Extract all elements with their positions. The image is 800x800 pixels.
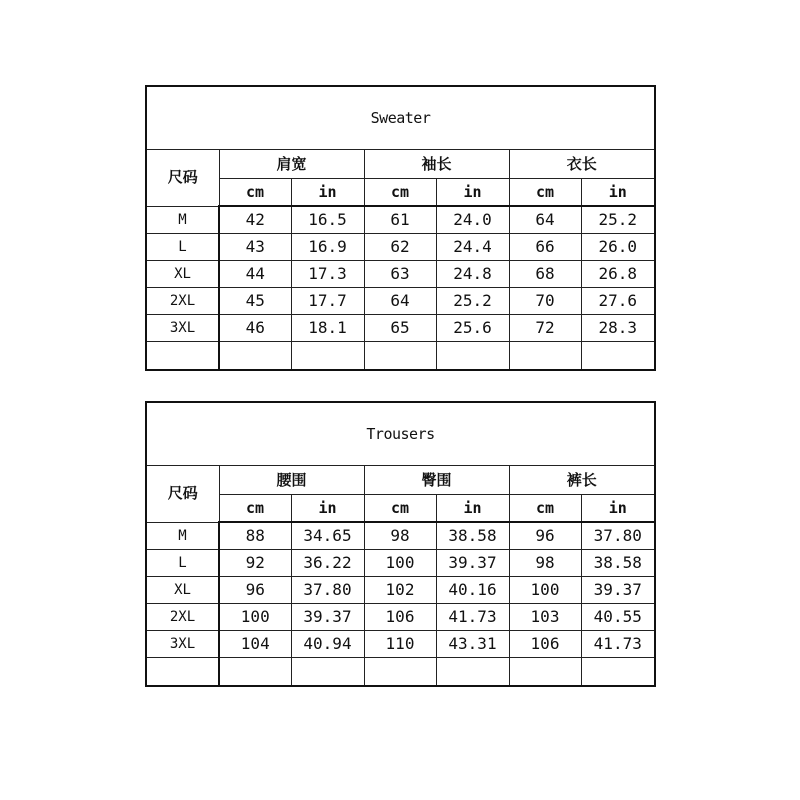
unit-header: in	[291, 179, 364, 207]
measurement-cell: 37.80	[291, 577, 364, 604]
unit-header: cm	[509, 179, 581, 207]
table-row	[146, 550, 655, 577]
measurement-cell: 61	[364, 206, 436, 234]
table-row	[146, 234, 655, 261]
empty-cell	[581, 658, 655, 687]
measurement-cell: 65	[364, 315, 436, 342]
unit-header: cm	[219, 495, 291, 523]
empty-cell	[219, 658, 291, 687]
group-header-waist: 腰围	[219, 466, 364, 495]
measurement-cell: 43.31	[436, 631, 509, 658]
measurement-cell: 98	[509, 550, 581, 577]
measurement-cell: 17.7	[291, 288, 364, 315]
measurement-cell: 103	[509, 604, 581, 631]
table-row	[146, 522, 655, 550]
measurement-cell: 96	[509, 522, 581, 550]
measurement-cell: 40.94	[291, 631, 364, 658]
empty-cell	[436, 342, 509, 371]
measurement-cell: 26.8	[581, 261, 655, 288]
measurement-cell: 36.22	[291, 550, 364, 577]
group-header-length: 衣长	[509, 150, 655, 179]
table-row	[146, 315, 655, 342]
measurement-cell: 72	[509, 315, 581, 342]
empty-cell	[581, 342, 655, 371]
measurement-cell: 17.3	[291, 261, 364, 288]
unit-header: cm	[509, 495, 581, 523]
measurement-cell: 110	[364, 631, 436, 658]
table-row	[146, 631, 655, 658]
measurement-cell: 26.0	[581, 234, 655, 261]
measurement-cell: 28.3	[581, 315, 655, 342]
size-label: XL	[146, 577, 219, 604]
measurement-cell: 70	[509, 288, 581, 315]
measurement-cell: 41.73	[581, 631, 655, 658]
size-column-header: 尺码	[146, 466, 219, 523]
table-title: Sweater	[146, 86, 655, 150]
unit-header: in	[581, 495, 655, 523]
empty-row	[146, 658, 655, 687]
measurement-cell: 106	[509, 631, 581, 658]
measurement-cell: 106	[364, 604, 436, 631]
measurement-cell: 38.58	[581, 550, 655, 577]
measurement-cell: 25.2	[581, 206, 655, 234]
measurement-cell: 63	[364, 261, 436, 288]
table-row	[146, 577, 655, 604]
measurement-cell: 42	[219, 206, 291, 234]
measurement-cell: 45	[219, 288, 291, 315]
size-label: M	[146, 522, 219, 550]
unit-header: in	[436, 179, 509, 207]
unit-header: in	[581, 179, 655, 207]
measurement-cell: 40.55	[581, 604, 655, 631]
empty-cell	[509, 658, 581, 687]
measurement-cell: 37.80	[581, 522, 655, 550]
table-title: Trousers	[146, 402, 655, 466]
measurement-cell: 64	[364, 288, 436, 315]
measurement-cell: 102	[364, 577, 436, 604]
empty-cell	[509, 342, 581, 371]
measurement-cell: 46	[219, 315, 291, 342]
measurement-cell: 68	[509, 261, 581, 288]
unit-header: in	[291, 495, 364, 523]
measurement-cell: 27.6	[581, 288, 655, 315]
size-label: XL	[146, 261, 219, 288]
table-row	[146, 261, 655, 288]
sweater-size-table	[145, 85, 656, 371]
empty-cell	[146, 342, 219, 371]
unit-header: in	[436, 495, 509, 523]
empty-cell	[436, 658, 509, 687]
measurement-cell: 40.16	[436, 577, 509, 604]
empty-cell	[291, 658, 364, 687]
group-header-sleeve: 袖长	[364, 150, 509, 179]
size-label: 3XL	[146, 631, 219, 658]
measurement-cell: 39.37	[581, 577, 655, 604]
measurement-cell: 43	[219, 234, 291, 261]
group-header-pants-length: 裤长	[509, 466, 655, 495]
measurement-cell: 16.9	[291, 234, 364, 261]
measurement-cell: 66	[509, 234, 581, 261]
table-row	[146, 206, 655, 234]
size-label: 3XL	[146, 315, 219, 342]
measurement-cell: 64	[509, 206, 581, 234]
measurement-cell: 62	[364, 234, 436, 261]
measurement-cell: 16.5	[291, 206, 364, 234]
measurement-cell: 24.0	[436, 206, 509, 234]
measurement-cell: 25.6	[436, 315, 509, 342]
measurement-cell: 39.37	[291, 604, 364, 631]
table-row	[146, 604, 655, 631]
table-row	[146, 288, 655, 315]
size-label: 2XL	[146, 604, 219, 631]
empty-cell	[291, 342, 364, 371]
empty-row	[146, 342, 655, 371]
measurement-cell: 25.2	[436, 288, 509, 315]
empty-cell	[146, 658, 219, 687]
size-label: M	[146, 206, 219, 234]
size-label: L	[146, 550, 219, 577]
measurement-cell: 88	[219, 522, 291, 550]
trousers-size-table	[145, 401, 656, 687]
empty-cell	[219, 342, 291, 371]
measurement-cell: 24.8	[436, 261, 509, 288]
measurement-cell: 39.37	[436, 550, 509, 577]
unit-header: cm	[364, 495, 436, 523]
measurement-cell: 44	[219, 261, 291, 288]
size-label: L	[146, 234, 219, 261]
group-header-hip: 臀围	[364, 466, 509, 495]
measurement-cell: 100	[364, 550, 436, 577]
measurement-cell: 41.73	[436, 604, 509, 631]
empty-cell	[364, 658, 436, 687]
group-header-shoulder: 肩宽	[219, 150, 364, 179]
size-label: 2XL	[146, 288, 219, 315]
unit-header: cm	[219, 179, 291, 207]
measurement-cell: 38.58	[436, 522, 509, 550]
measurement-cell: 98	[364, 522, 436, 550]
unit-header: cm	[364, 179, 436, 207]
size-column-header: 尺码	[146, 150, 219, 207]
measurement-cell: 24.4	[436, 234, 509, 261]
measurement-cell: 34.65	[291, 522, 364, 550]
measurement-cell: 92	[219, 550, 291, 577]
measurement-cell: 18.1	[291, 315, 364, 342]
measurement-cell: 100	[219, 604, 291, 631]
measurement-cell: 104	[219, 631, 291, 658]
measurement-cell: 96	[219, 577, 291, 604]
empty-cell	[364, 342, 436, 371]
measurement-cell: 100	[509, 577, 581, 604]
